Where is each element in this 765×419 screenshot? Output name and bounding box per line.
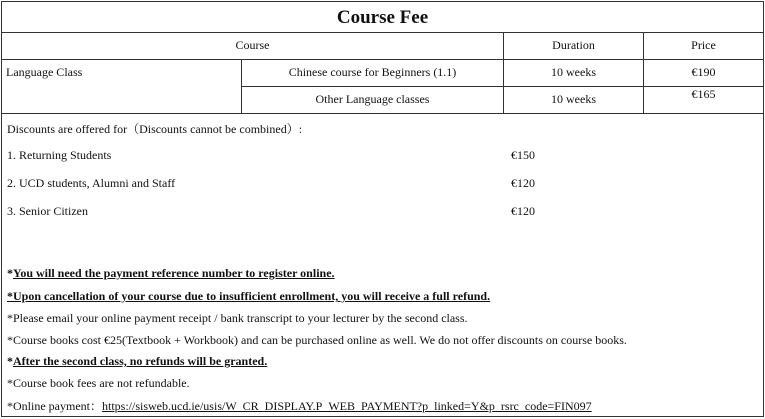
note-book-fees: *Course book fees are not refundable.	[7, 376, 190, 390]
discount-senior-label: 3. Senior Citizen	[7, 204, 88, 218]
note-no-refunds	[7, 354, 267, 369]
note-cancellation-refund: *Upon cancellation of your course due to insufficient enrollment, you will receive a full refund.	[7, 289, 491, 303]
header-price: Price	[644, 33, 763, 60]
row-chinese-price: €190	[644, 60, 763, 87]
note-course-books-cost: *Course books cost €25(Textbook + Workbook) and can be purchased online as well. We do not offer discounts on course books.	[7, 333, 627, 347]
discount-ucd-amount: €120	[511, 176, 535, 190]
row-chinese-duration: 10 weeks	[504, 60, 644, 87]
row-other-course: Other Language classes	[242, 87, 504, 114]
page-title: Course Fee	[2, 2, 763, 33]
note-online-payment	[7, 397, 592, 414]
note-payment-reference	[7, 266, 335, 281]
row-other-price: €165	[644, 87, 763, 114]
row-other-duration: 10 weeks	[504, 87, 644, 114]
discount-ucd-label: 2. UCD students, Alumni and Staff	[7, 176, 176, 190]
online-payment-link[interactable]: https://sisweb.ucd.ie/usis/W_CR_DISPLAY.P_WEB_PAYMENT?p_linked=Y&p_rsrc_code=FIN097	[101, 399, 592, 413]
note-no-refunds-text: After the second class, no refunds will be granted.	[13, 354, 268, 368]
note-star: *	[7, 354, 13, 368]
note-payment-reference-text: You will need the payment reference number to register online.	[13, 266, 335, 280]
online-payment-label: *Online payment：	[7, 399, 102, 413]
note-star: *	[7, 266, 13, 280]
discounts-intro: Discounts are offered for（Discounts cannot be combined）:	[7, 122, 303, 136]
header-course: Course	[2, 33, 504, 60]
note-email-receipt: *Please email your online payment receipt / bank transcript to your lecturer by the second class.	[7, 311, 468, 325]
discount-returning-amount: €150	[511, 148, 535, 162]
discount-returning-label: 1. Returning Students	[7, 148, 112, 162]
course-fee-document	[1, 1, 764, 417]
category-language-class: Language Class	[2, 60, 242, 114]
header-duration: Duration	[504, 33, 644, 60]
row-chinese-course: Chinese course for Beginners (1.1)	[242, 60, 504, 87]
discount-senior-amount: €120	[511, 204, 535, 218]
